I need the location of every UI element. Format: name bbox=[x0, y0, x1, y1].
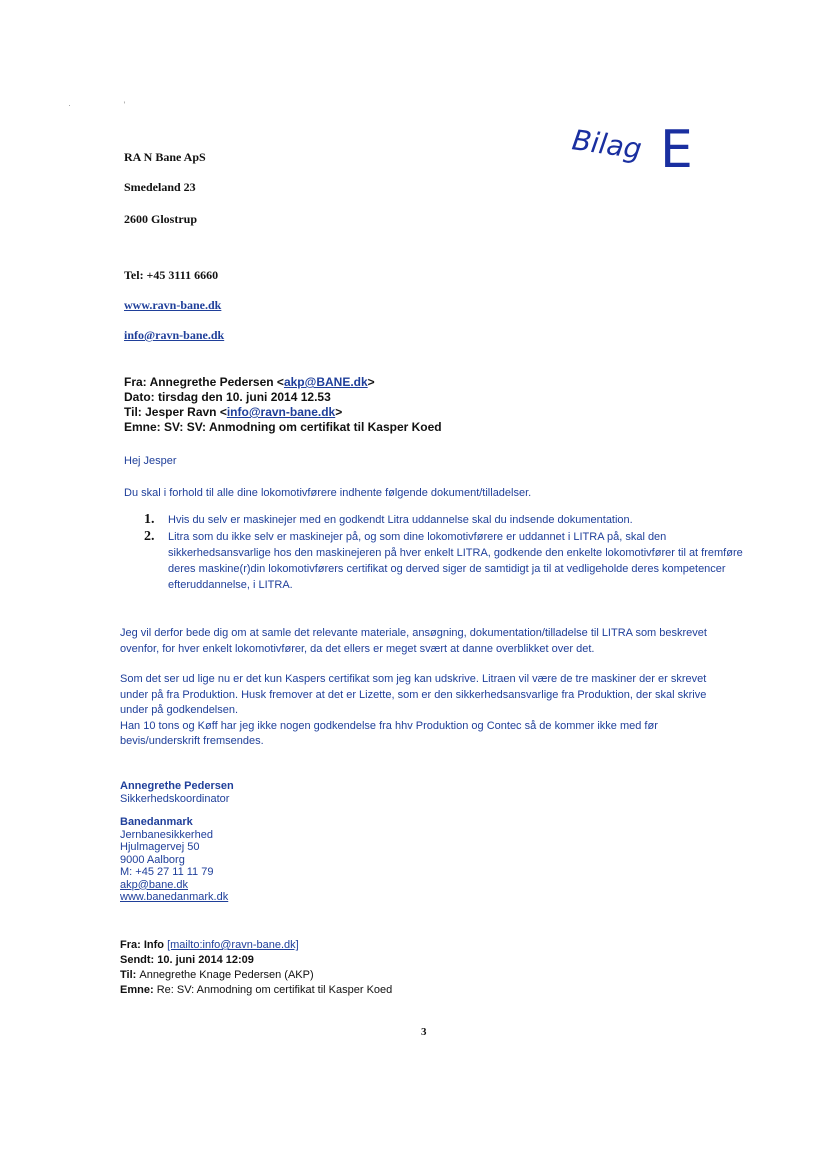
to-value: Annegrethe Knage Pedersen (AKP) bbox=[139, 969, 314, 981]
from-name: Annegrethe Pedersen < bbox=[149, 375, 284, 389]
sent-value: 10. juni 2014 12:09 bbox=[157, 954, 254, 966]
email1-header bbox=[124, 375, 442, 435]
from-mailto-link[interactable]: [mailto:info@ravn-bane.dk] bbox=[167, 939, 299, 951]
signature-org: Banedanmark bbox=[120, 816, 193, 828]
from-label: Fra: bbox=[120, 939, 141, 951]
from-label: Fra: bbox=[124, 375, 147, 389]
scan-artifact: · ' bbox=[68, 100, 126, 110]
subject-label: Emne: bbox=[120, 984, 154, 996]
subject-value: Re: SV: Anmodning om certifikat til Kasper Koed bbox=[156, 984, 393, 996]
list-number: 2. bbox=[144, 529, 155, 544]
company-city: 2600 Glostrup bbox=[124, 212, 198, 226]
email2-sent-row bbox=[120, 953, 392, 968]
signature-block bbox=[120, 780, 234, 904]
signature-city: 9000 Aalborg bbox=[120, 853, 185, 866]
intro-text: Du skal i forhold til alle dine lokomotivførere indhente følgende dokument/tilladelser. bbox=[124, 487, 532, 499]
company-name: RA N Bane ApS bbox=[124, 150, 206, 164]
page-number: 3 bbox=[421, 1026, 427, 1038]
signature-street: Hjulmagervej 50 bbox=[120, 841, 200, 853]
company-phone: Tel: +45 3111 6660 bbox=[124, 268, 219, 282]
from-close: > bbox=[367, 375, 375, 389]
signature-email-link[interactable]: akp@bane.dk bbox=[120, 878, 189, 891]
body-paragraph-2a: Som det ser ud lige nu er det kun Kaspers certifikat som jeg kan udskrive. Litraen vil være de tre maskiner der er skrevet under på fra Produktion. Husk fremover at det er Lizette, som er den sikkerhedsansvarlige fra Produktion, der skal skrive under på godkendelsen. bbox=[120, 673, 707, 716]
signature-website-link[interactable]: www.banedanmark.dk bbox=[120, 891, 229, 903]
company-website-link[interactable]: www.ravn-bane.dk bbox=[124, 298, 222, 312]
to-label: Til: bbox=[124, 405, 142, 419]
handwritten-annotation bbox=[572, 118, 712, 188]
email1-to-row bbox=[124, 405, 442, 420]
handwritten-letter: E bbox=[660, 120, 693, 180]
date-label: Dato: bbox=[124, 390, 155, 404]
from-name: Info bbox=[143, 939, 168, 951]
email1-date-row bbox=[124, 390, 442, 405]
body-paragraph-1: Jeg vil derfor bede dig om at samle det relevante materiale, ansøgning, dokumentation/tilladelse til LITRA som beskrevet ovenfor, for hver enkelt lokomotivfører, da det ellers er meget svært at danne overblikket over det. bbox=[120, 627, 707, 655]
company-street: Smedeland 23 bbox=[124, 180, 196, 194]
list-item bbox=[144, 512, 744, 528]
greeting: Hej Jesper bbox=[124, 455, 177, 467]
to-name: Jesper Ravn < bbox=[145, 405, 227, 419]
list-text: Hvis du selv er maskinejer med en godkendt Litra uddannelse skal du indsende dokumentation. bbox=[168, 514, 633, 526]
body-paragraph-2 bbox=[120, 672, 730, 750]
body-paragraph-2b: Han 10 tons og Køff har jeg ikke nogen godkendelse fra hhv Produktion og Contec så de kommer ikke med før bevis/underskrift fremsendes. bbox=[120, 719, 658, 747]
list-text: Litra som du ikke selv er maskinejer på, og som dine lokomotivførere er uddannet i LITRA på, skal den sikkerhedsansvarlige hos den maskinejeren på hver enkelt LITRA, godkende den enkelte lokomotivfører til at fremføre deres maskine(r)din lokomotivførers certifikat og derved siger de samtidigt ja til at vedligeholde deres kompetencer efteruddannelse, i LITRA. bbox=[168, 531, 743, 591]
email2-header bbox=[120, 938, 392, 998]
email1-from-row bbox=[124, 375, 442, 390]
from-email-link[interactable]: akp@BANE.dk bbox=[283, 375, 368, 389]
email2-to-row bbox=[120, 968, 392, 983]
company-email-link[interactable]: info@ravn-bane.dk bbox=[124, 328, 225, 342]
email2-from-row bbox=[120, 938, 392, 953]
date-value: tirsdag den 10. juni 2014 12.53 bbox=[158, 390, 331, 404]
list-item bbox=[144, 529, 744, 593]
subject-value: SV: SV: Anmodning om certifikat til Kasper Koed bbox=[164, 420, 442, 434]
to-close: > bbox=[335, 405, 343, 419]
requirements-list bbox=[144, 512, 744, 593]
to-email-link[interactable]: info@ravn-bane.dk bbox=[226, 405, 336, 419]
subject-label: Emne: bbox=[124, 420, 161, 434]
signature-title: Sikkerhedskoordinator bbox=[120, 792, 230, 805]
signature-dept: Jernbanesikkerhed bbox=[120, 828, 213, 841]
signature-name: Annegrethe Pedersen bbox=[120, 780, 234, 792]
to-label: Til: bbox=[120, 969, 137, 981]
handwritten-word: Bilag bbox=[570, 123, 644, 166]
email1-subject-row bbox=[124, 420, 442, 435]
list-number: 1. bbox=[144, 512, 155, 527]
email2-subject-row bbox=[120, 983, 392, 998]
signature-phone: M: +45 27 11 11 79 bbox=[120, 866, 214, 878]
sent-label: Sendt: bbox=[120, 954, 155, 966]
